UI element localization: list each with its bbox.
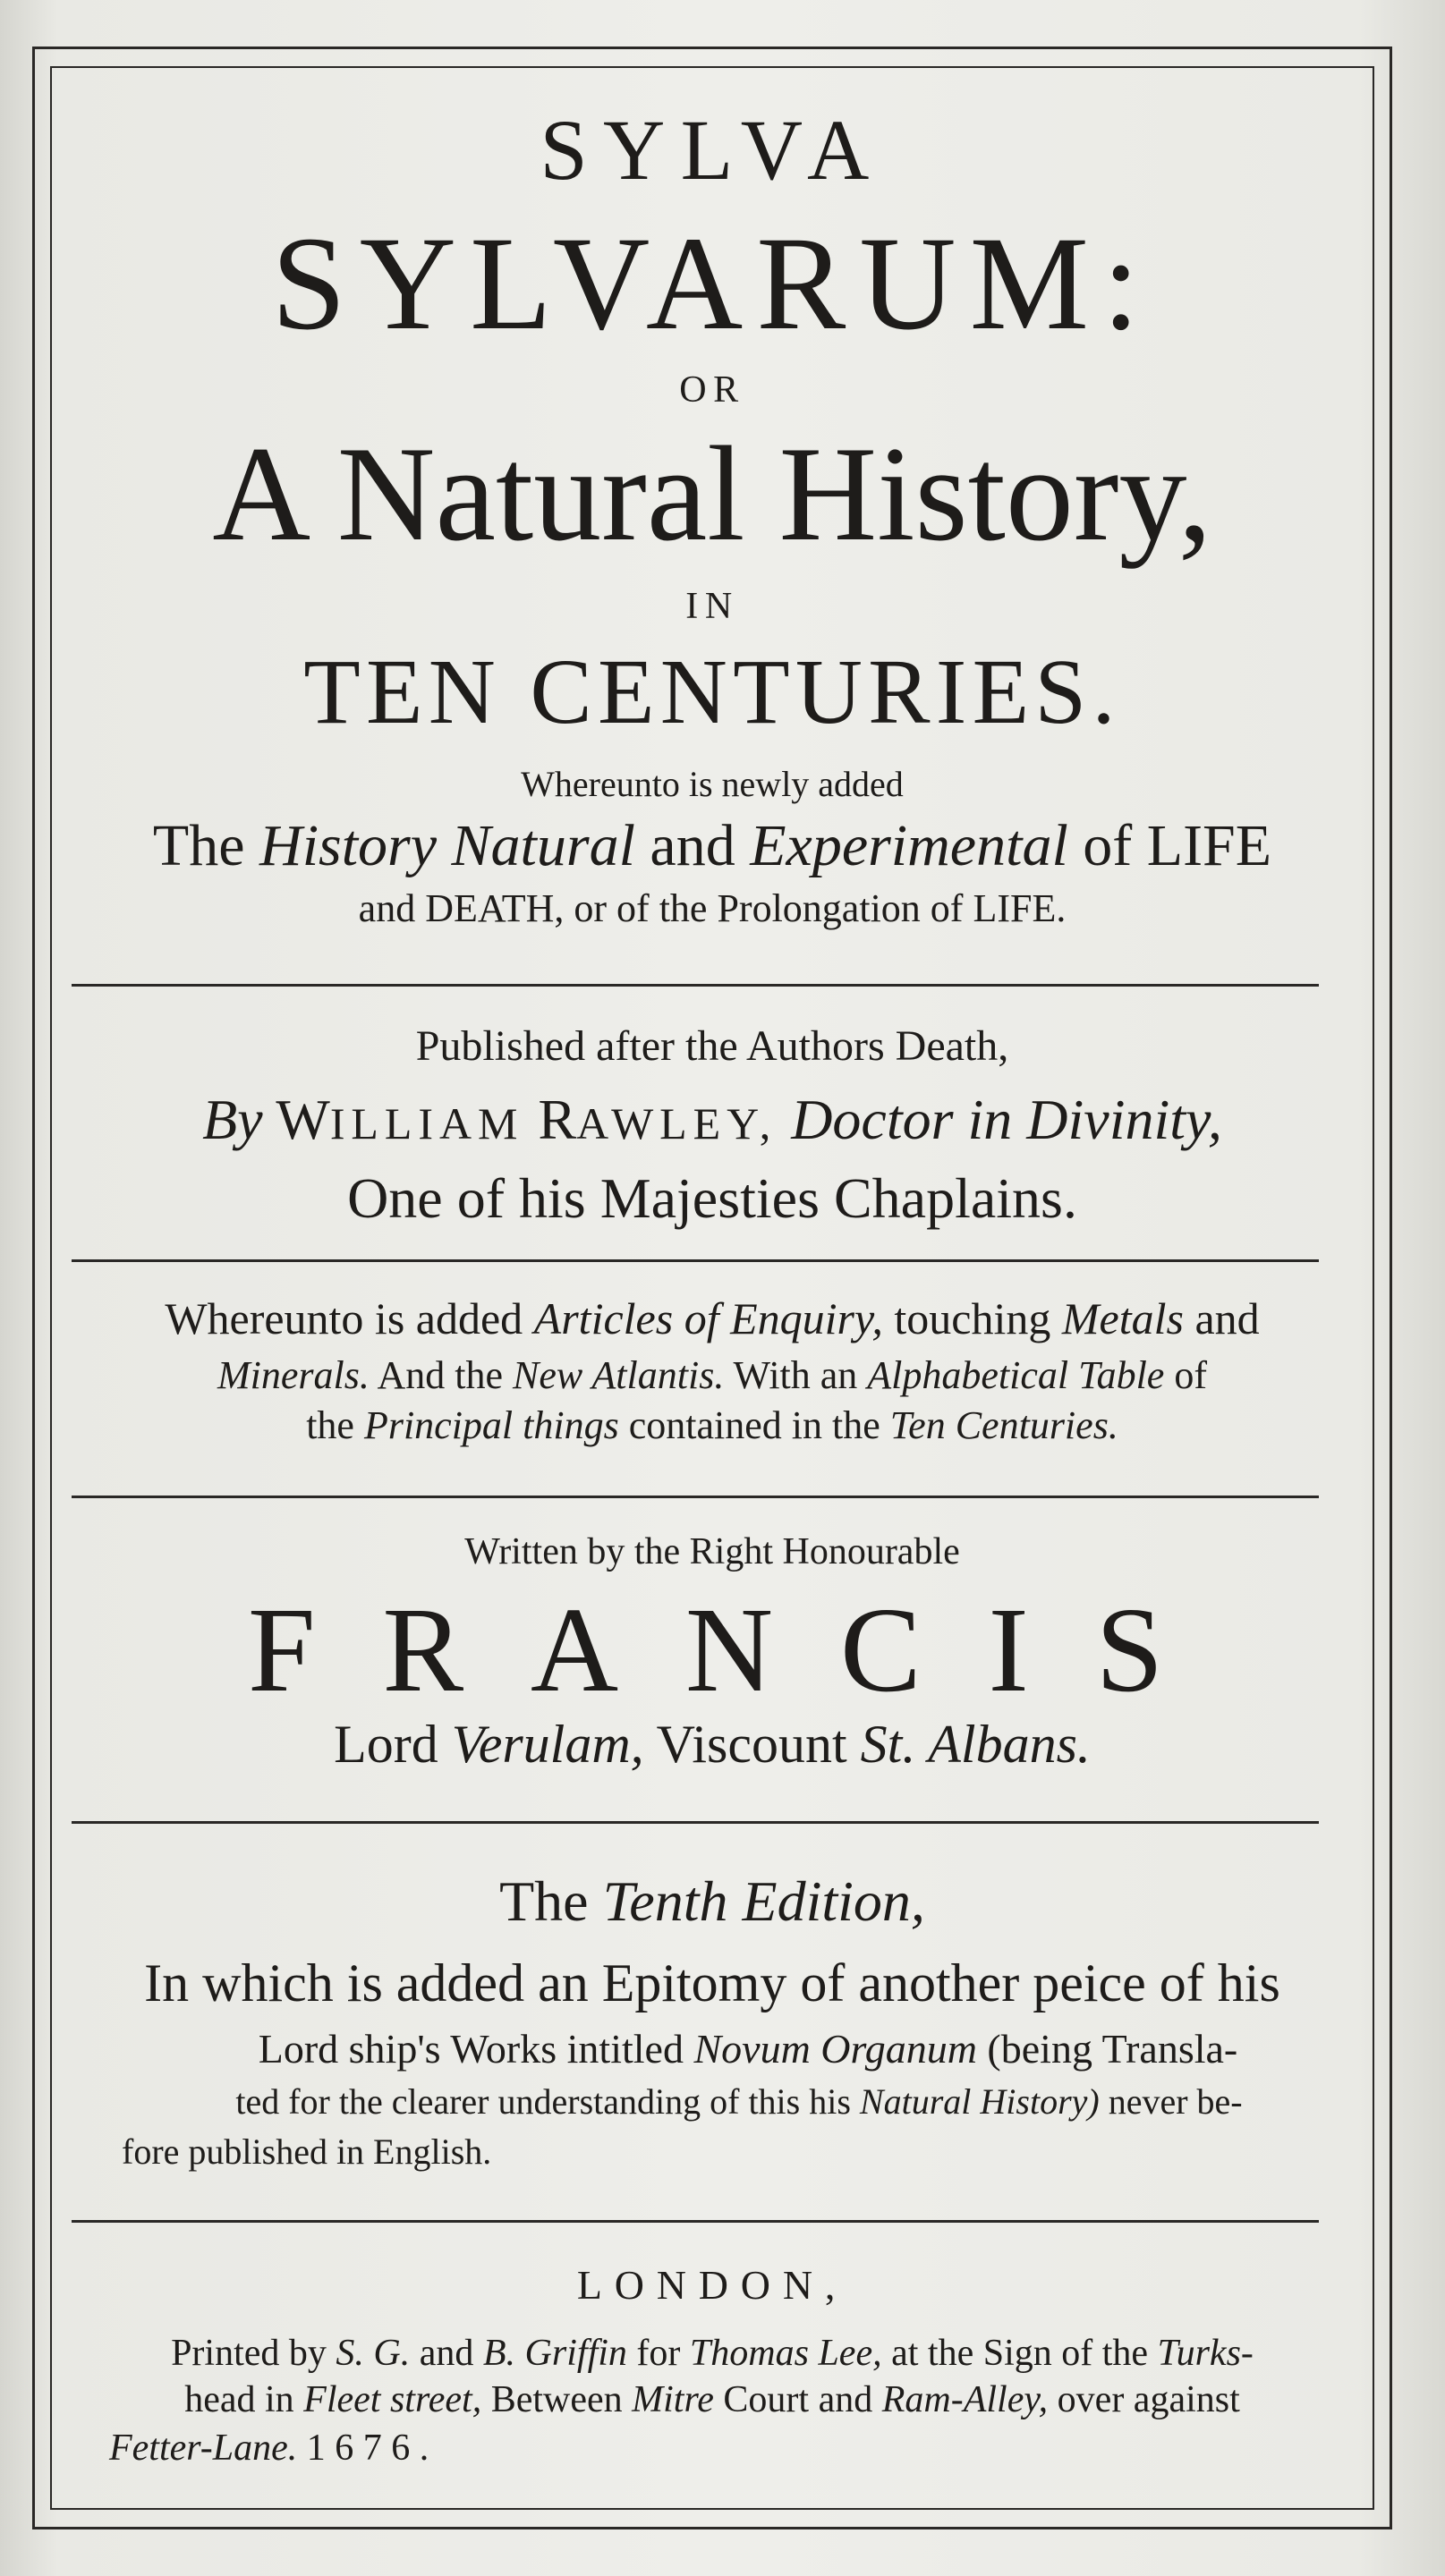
addition-line-2 xyxy=(50,810,1374,882)
addition-the: The xyxy=(152,813,245,878)
edition-tenth-edition: Tenth Edition, xyxy=(602,1869,925,1933)
imprint-fleet-street: Fleet street, xyxy=(303,2379,482,2420)
divider-rule-5 xyxy=(72,2220,1319,2223)
addition2-alphabetical-table: Alphabetical Table xyxy=(867,1353,1165,1397)
addition-line-3: and DEATH, or of the Prolongation of LIFE. xyxy=(358,886,1067,930)
imprint-ram-alley: Ram-Alley, xyxy=(881,2379,1049,2420)
imprint-year: 1676. xyxy=(306,2428,438,2469)
imprint-sign-of-the: at the Sign of the xyxy=(891,2333,1149,2374)
addition2-touching: touching xyxy=(894,1293,1051,1343)
addition2-principal-things: Principal things xyxy=(363,1403,619,1447)
addition2-line-3 xyxy=(50,1401,1374,1451)
editor-name xyxy=(276,1088,777,1151)
imprint-line-2 xyxy=(50,2329,1374,2377)
author-verulam: Verulam, xyxy=(451,1715,644,1774)
imprint-mitre: Mitre xyxy=(632,2379,714,2420)
divider-rule-3 xyxy=(72,1496,1319,1498)
imprint-griffin: B. Griffin xyxy=(482,2333,627,2374)
editor-title: Doctor in Divinity, xyxy=(791,1088,1222,1151)
addition-and: and xyxy=(650,813,735,878)
imprint-sg: S. G. xyxy=(336,2333,411,2374)
imprint-court-and: Court and xyxy=(723,2379,873,2420)
title-or: OR xyxy=(679,369,745,411)
addition-experimental: Experimental xyxy=(750,813,1068,878)
imprint-and: and xyxy=(419,2333,474,2374)
author-st-albans: St. Albans. xyxy=(860,1715,1091,1774)
addition2-and-the: And the xyxy=(377,1353,503,1397)
edition-line-1 xyxy=(50,1866,1374,1937)
editor-by: By xyxy=(202,1088,263,1151)
title-line-1: SYLVA xyxy=(540,102,885,198)
addition2-and: and xyxy=(1194,1293,1260,1343)
title-line-2: SYLVARUM: xyxy=(271,209,1153,358)
imprint-for: for xyxy=(636,2333,681,2374)
addition2-new-atlantis: New Atlantis. xyxy=(513,1353,725,1397)
edition-natural-history: Natural History) xyxy=(859,2081,1100,2122)
imprint-line-3 xyxy=(50,2376,1374,2424)
editor-line-1: Published after the Authors Death, xyxy=(415,1022,1009,1070)
addition2-ten-centuries: Ten Centuries. xyxy=(889,1403,1118,1447)
addition2-of: of xyxy=(1174,1353,1207,1397)
divider-rule-1 xyxy=(72,984,1319,987)
editor-line-3: One of his Majesties Chaplains. xyxy=(347,1166,1077,1230)
imprint-fetter-lane: Fetter-Lane. xyxy=(109,2428,298,2469)
edition-line-5: fore published in English. xyxy=(122,2131,492,2172)
editor-name-illiam: ILLIAM xyxy=(329,1099,524,1148)
addition-intro: Whereunto is newly added xyxy=(521,764,904,804)
edition-works-intitled: Lord ship's Works intitled xyxy=(258,2026,684,2072)
edition-novum-organum: Novum Organum xyxy=(693,2026,977,2072)
author-viscount: Viscount xyxy=(656,1715,847,1774)
title-in: IN xyxy=(685,586,739,627)
edition-clearer-understanding: ted for the clearer understanding of this his xyxy=(235,2081,851,2122)
imprint-thomas-lee: Thomas Lee, xyxy=(689,2333,882,2374)
imprint-city: LONDON, xyxy=(576,2262,848,2308)
imprint-over-against: over against xyxy=(1057,2379,1240,2420)
author-intro: Written by the Right Honourable xyxy=(464,1531,960,1572)
editor-line-2 xyxy=(50,1084,1374,1160)
edition-line-2: In which is added an Epitomy of another peice of his xyxy=(144,1953,1280,2012)
edition-line-4 xyxy=(50,2079,1374,2125)
addition2-line-2 xyxy=(50,1351,1374,1401)
imprint-line-4 xyxy=(50,2424,1374,2472)
addition2-the: the xyxy=(306,1403,354,1447)
addition2-articles: Articles of Enquiry, xyxy=(533,1293,883,1343)
title-line-4: TEN CENTURIES. xyxy=(303,640,1121,743)
author-line-3 xyxy=(50,1710,1374,1778)
addition2-with-an: With an xyxy=(733,1353,858,1397)
author-lord: Lord xyxy=(334,1715,438,1774)
divider-rule-4 xyxy=(72,1821,1319,1824)
addition2-whereunto: Whereunto is added xyxy=(165,1293,523,1343)
divider-rule-2 xyxy=(72,1259,1319,1262)
author-name: FRANCIS xyxy=(247,1583,1230,1717)
imprint-turks: Turks- xyxy=(1157,2333,1254,2374)
edition-never-be: never be- xyxy=(1108,2081,1243,2122)
editor-name-initial-r: R xyxy=(538,1088,577,1151)
addition-of-life: of LIFE xyxy=(1083,813,1272,878)
addition-history-natural: History Natural xyxy=(259,813,635,878)
imprint-head-in: head in xyxy=(184,2379,294,2420)
addition2-metals: Metals xyxy=(1061,1293,1184,1343)
editor-name-initial-w: W xyxy=(276,1088,330,1151)
title-line-3: A Natural History, xyxy=(212,419,1212,569)
edition-being-transla: (being Transla- xyxy=(987,2026,1238,2072)
edition-the: The xyxy=(499,1869,589,1933)
imprint-between: Between xyxy=(490,2379,623,2420)
imprint-printed-by: Printed by xyxy=(171,2333,327,2374)
addition2-contained-in-the: contained in the xyxy=(628,1403,880,1447)
addition2-line-1 xyxy=(50,1290,1374,1347)
editor-name-awley: AWLEY, xyxy=(576,1099,778,1148)
edition-line-3 xyxy=(50,2023,1374,2075)
addition2-minerals: Minerals. xyxy=(217,1353,370,1397)
